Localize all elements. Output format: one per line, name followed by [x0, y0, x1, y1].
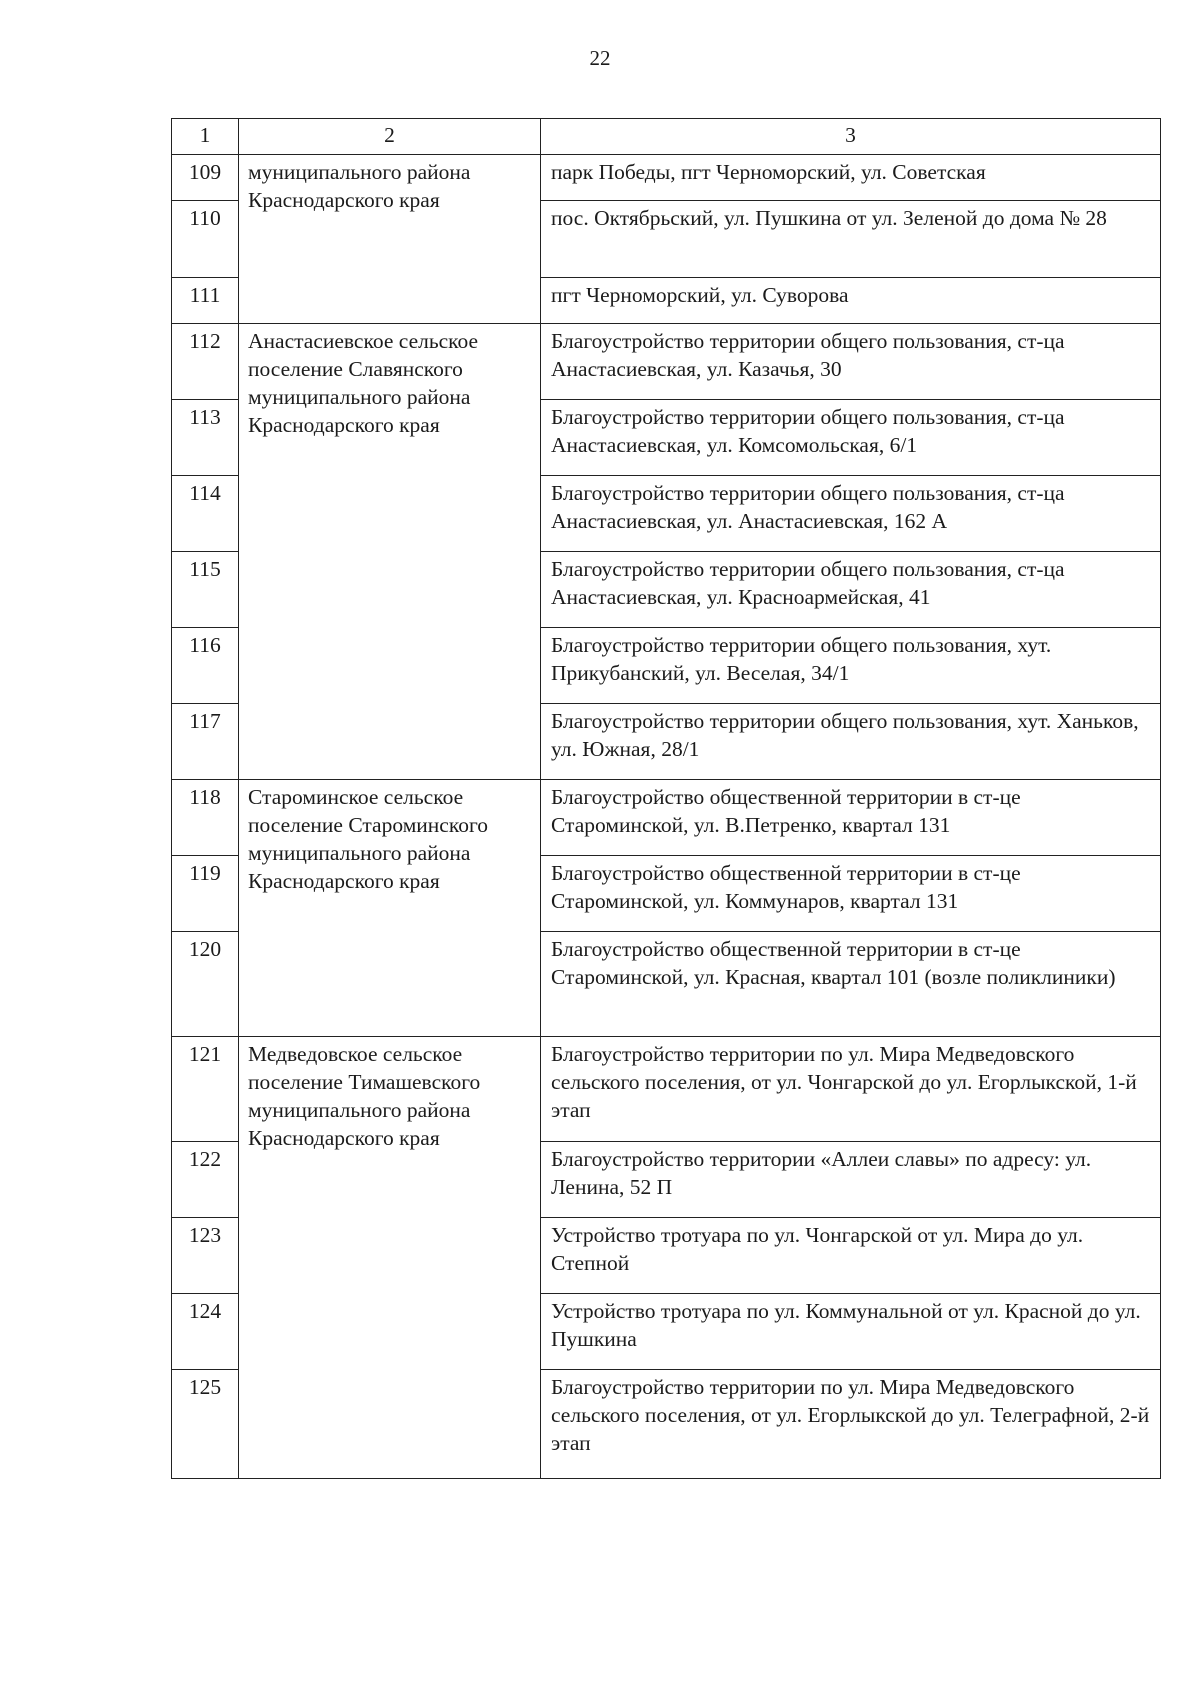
row-number: 124 [172, 1294, 239, 1370]
object-description: Устройство тротуара по ул. Чонгарской от ул. Мира до ул. Степной [541, 1218, 1161, 1294]
registry-table [171, 118, 1161, 1479]
object-description: Благоустройство общественной территории в ст-це Староминской, ул. В.Петренко, квартал 131 [541, 780, 1161, 856]
header-col-2: 2 [239, 119, 541, 155]
table-header-row [172, 119, 1161, 155]
object-description: пгт Черноморский, ул. Суворова [541, 278, 1161, 324]
object-description: Благоустройство территории общего пользования, ст-ца Анастасиевская, ул. Казачья, 30 [541, 324, 1161, 400]
municipality-cell: Медведовское сельское поселение Тимашевского муниципального района Краснодарского края [239, 1037, 541, 1479]
row-number: 120 [172, 932, 239, 1037]
row-number: 119 [172, 856, 239, 932]
row-number: 123 [172, 1218, 239, 1294]
object-description: Благоустройство территории общего пользования, ст-ца Анастасиевская, ул. Анастасиевская, 162 А [541, 476, 1161, 552]
row-number: 115 [172, 552, 239, 628]
object-description: Благоустройство территории общего пользования, хут. Прикубанский, ул. Веселая, 34/1 [541, 628, 1161, 704]
row-number: 112 [172, 324, 239, 400]
object-description: Благоустройство территории общего пользования, ст-ца Анастасиевская, ул. Красноармейская, 41 [541, 552, 1161, 628]
table-row [172, 155, 1161, 201]
object-description: Благоустройство территории по ул. Мира Медведовского сельского поселения, от ул. Егорлыкской до ул. Телеграфной, 2-й этап [541, 1370, 1161, 1479]
table-row [172, 324, 1161, 400]
object-description: Благоустройство территории «Аллеи славы» по адресу: ул. Ленина, 52 П [541, 1142, 1161, 1218]
object-description: пос. Октябрьский, ул. Пушкина от ул. Зеленой до дома № 28 [541, 201, 1161, 278]
table-row [172, 1037, 1161, 1142]
row-number: 122 [172, 1142, 239, 1218]
row-number: 116 [172, 628, 239, 704]
municipality-cell: муниципального района Краснодарского края [239, 155, 541, 324]
object-description: Благоустройство территории общего пользования, хут. Ханьков, ул. Южная, 28/1 [541, 704, 1161, 780]
object-description: Устройство тротуара по ул. Коммунальной от ул. Красной до ул. Пушкина [541, 1294, 1161, 1370]
object-description: Благоустройство общественной территории в ст-це Староминской, ул. Коммунаров, квартал 131 [541, 856, 1161, 932]
object-description: Благоустройство территории общего пользования, ст-ца Анастасиевская, ул. Комсомольская, 6/1 [541, 400, 1161, 476]
row-number: 114 [172, 476, 239, 552]
municipality-cell: Староминское сельское поселение Староминского муниципального района Краснодарского края [239, 780, 541, 1037]
page-number: 22 [589, 46, 611, 70]
header-col-3: 3 [541, 119, 1161, 155]
object-description: Благоустройство общественной территории в ст-це Староминской, ул. Красная, квартал 101 (возле поликлиники) [541, 932, 1161, 1037]
object-description: парк Победы, пгт Черноморский, ул. Советская [541, 155, 1161, 201]
row-number: 109 [172, 155, 239, 201]
object-description: Благоустройство территории по ул. Мира Медведовского сельского поселения, от ул. Чонгарской до ул. Егорлыкской, 1-й этап [541, 1037, 1161, 1142]
municipality-cell: Анастасиевское сельское поселение Славянского муниципального района Краснодарского края [239, 324, 541, 780]
row-number: 110 [172, 201, 239, 278]
row-number: 118 [172, 780, 239, 856]
row-number: 113 [172, 400, 239, 476]
row-number: 111 [172, 278, 239, 324]
row-number: 125 [172, 1370, 239, 1479]
row-number: 121 [172, 1037, 239, 1142]
table-row [172, 780, 1161, 856]
row-number: 117 [172, 704, 239, 780]
header-col-1: 1 [172, 119, 239, 155]
